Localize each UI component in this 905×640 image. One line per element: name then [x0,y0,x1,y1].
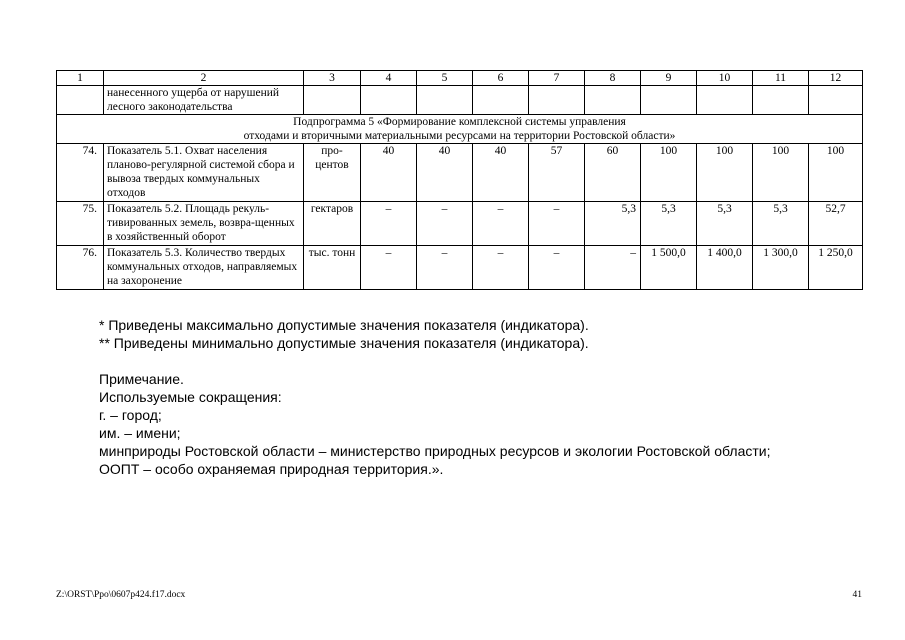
cell-empty [417,86,473,115]
indicator-value: 100 [697,144,753,202]
indicator-value: 60 [585,144,641,202]
indicator-value: – [417,202,473,246]
indicator-value: 1 500,0 [641,246,697,290]
cell-empty [304,86,361,115]
subprogram-title [57,115,863,144]
note-heading: Примечание. [99,371,184,387]
col-header: 9 [641,71,697,86]
indicator-value: – [473,202,529,246]
indicator-value: 100 [753,144,809,202]
abbreviation-item: ООПТ – особо охраняемая природная территория.». [99,461,444,477]
notes-block [99,316,770,478]
indicator-name: Показатель 5.1. Охват населения планово-регулярной системой сбора и вывоза твердых коммунальных отходов [104,144,304,202]
row-number: 76. [57,246,104,290]
cell-empty [809,86,863,115]
col-header: 3 [304,71,361,86]
table-row [57,144,863,202]
indicator-value: – [361,246,417,290]
indicator-value: 40 [361,144,417,202]
cell-empty [753,86,809,115]
footer-file-path: Z:\ORST\Ppo\0607p424.f17.docx [56,590,186,600]
indicator-value: 5,3 [585,202,641,246]
indicator-value: – [529,246,585,290]
indicator-value: 100 [809,144,863,202]
footnote-min: ** Приведены минимально допустимые значения показателя (индикатора). [99,335,589,351]
indicator-value: 1 400,0 [697,246,753,290]
abbreviation-item: г. – город; [99,407,162,423]
indicator-name: Показатель 5.3. Количество твердых коммунальных отходов, направляемых на захоронение [104,246,304,290]
indicator-value: – [473,246,529,290]
indicator-value: – [585,246,641,290]
col-header: 11 [753,71,809,86]
table-row [57,246,863,290]
indicator-value: – [417,246,473,290]
col-header: 12 [809,71,863,86]
table-header-row [57,71,863,86]
indicators-table [56,70,863,290]
col-header: 5 [417,71,473,86]
indicator-name: Показатель 5.2. Площадь рекуль-тивированных земель, возвра-щенных в хозяйственный оборот [104,202,304,246]
indicator-value: 1 250,0 [809,246,863,290]
abbreviation-item: минприроды Ростовской области – министерство природных ресурсов и экологии Ростовской области; [99,443,771,459]
row-number: 74. [57,144,104,202]
col-header: 7 [529,71,585,86]
cell-empty [641,86,697,115]
col-header: 2 [104,71,304,86]
continuation-text: нанесенного ущерба от нарушений лесного законодательства [104,86,304,115]
cell-empty [529,86,585,115]
row-number: 75. [57,202,104,246]
table-row [57,202,863,246]
indicator-value: 57 [529,144,585,202]
indicator-value: – [361,202,417,246]
cell-empty [585,86,641,115]
table-row-continuation [57,86,863,115]
indicator-value: 40 [417,144,473,202]
col-header: 10 [697,71,753,86]
indicator-unit: про-центов [304,144,361,202]
indicator-value: 52,7 [809,202,863,246]
indicator-value: 5,3 [697,202,753,246]
indicator-value: 5,3 [753,202,809,246]
cell-empty [361,86,417,115]
indicator-value: 1 300,0 [753,246,809,290]
footer-page-number: 41 [852,590,862,600]
cell-empty [57,86,104,115]
abbreviations-heading: Используемые сокращения: [99,389,282,405]
indicator-value: 5,3 [641,202,697,246]
subprogram-row [57,115,863,144]
cell-empty [697,86,753,115]
indicator-value: – [529,202,585,246]
indicator-value: 40 [473,144,529,202]
subprogram-title-line: Подпрограмма 5 «Формирование комплексной системы управления [293,116,626,128]
col-header: 1 [57,71,104,86]
indicator-unit: гектаров [304,202,361,246]
abbreviation-item: им. – имени; [99,425,181,441]
indicator-value: 100 [641,144,697,202]
col-header: 4 [361,71,417,86]
subprogram-title-line: отходами и вторичными материальными ресурсами на территории Ростовской области» [243,130,676,142]
spacer [99,352,770,370]
cell-empty [473,86,529,115]
col-header: 6 [473,71,529,86]
footnote-max: * Приведены максимально допустимые значения показателя (индикатора). [99,317,589,333]
col-header: 8 [585,71,641,86]
indicator-unit: тыс. тонн [304,246,361,290]
